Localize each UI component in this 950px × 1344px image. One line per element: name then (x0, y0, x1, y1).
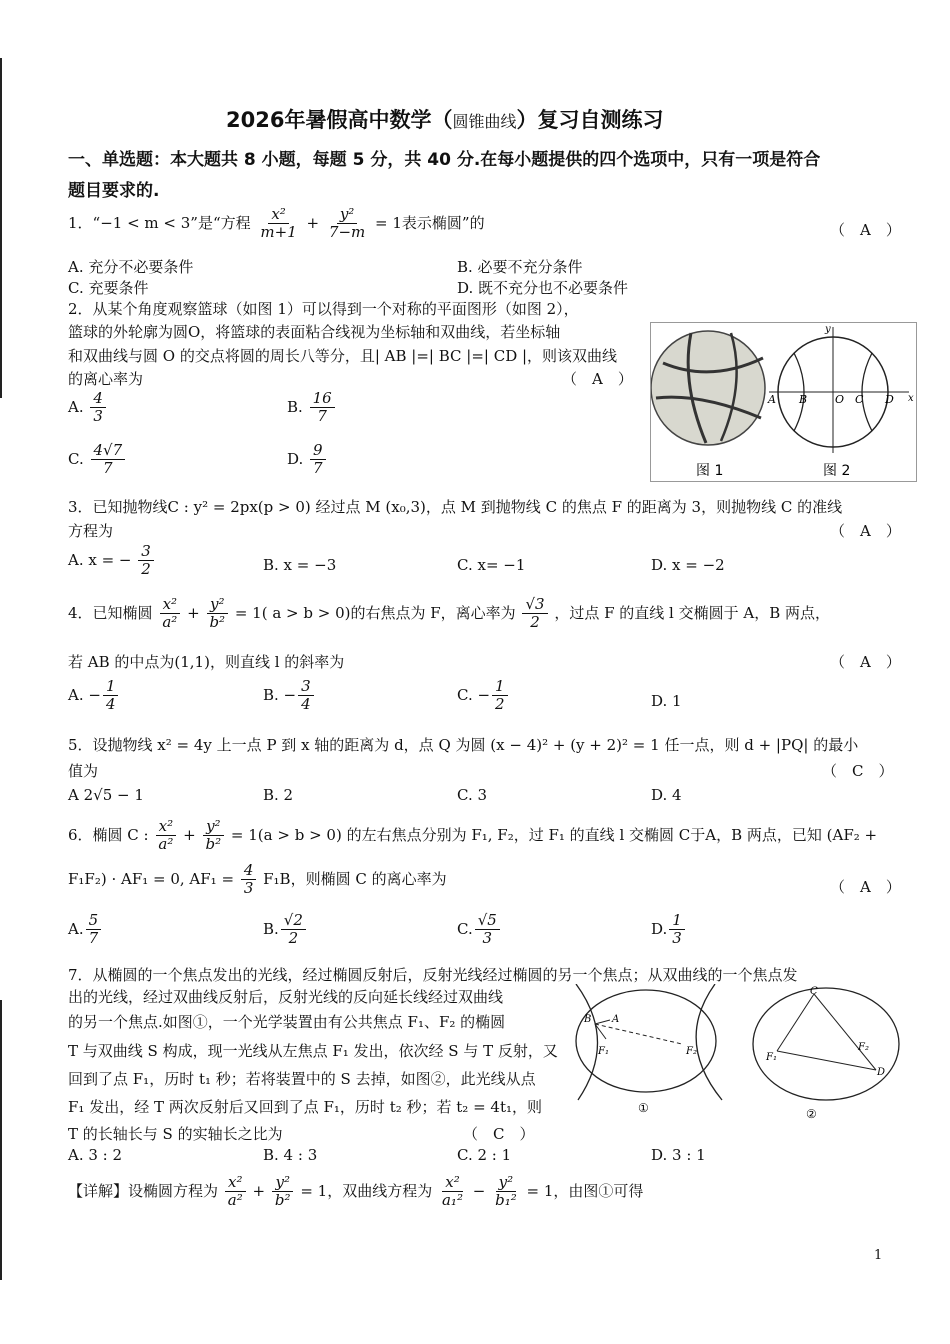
question-2-line: 篮球的外轮廓为圆O，将篮球的表面粘合线视为坐标轴和双曲线，若坐标轴 (68, 323, 561, 341)
question-3-option-a: A. x = − $\frac{3}{2}$ (68, 543, 156, 579)
question-7-option-a: A. 3 : 2 (68, 1146, 123, 1164)
question-7-line: T 与双曲线 S 构成，现一光线从左焦点 F₁ 发出，依次经 S 与 T 反射，又 (68, 1042, 558, 1060)
focus-label-f2: F₂ (858, 1042, 869, 1053)
question-2-line: 2．从某个角度观察篮球（如图 1）可以得到一个对称的平面图形（如图 2）， (68, 300, 579, 318)
left-border-line (0, 1000, 2, 1280)
question-6-line: F₁F₂) · AF₁ = 0, AF₁ = $\frac{4}{3}$ F₁B，则椭圆 C 的离心率为 (68, 861, 447, 898)
question-1-answer: （ A ） (830, 221, 901, 239)
figure-caption-1: 图 1 (696, 463, 724, 479)
question-2-option-b: B. $\frac{16}{7}$ (287, 390, 337, 426)
question-4-option-d: D. 1 (651, 692, 682, 710)
basketball-figure-drawing (651, 323, 916, 481)
question-3-answer: （ A ） (830, 522, 901, 540)
question-3-line: 方程为 (68, 522, 114, 540)
figure-caption-2: 图 2 (823, 463, 851, 479)
question-7-answer: （ C ） (463, 1125, 535, 1143)
question-6-option-b: B. $\frac{√2}{2}$ (263, 912, 308, 948)
optics-figures-drawing (570, 984, 910, 1124)
question-7-option-d: D. 3 : 1 (651, 1146, 706, 1164)
question-2-option-c: C. $\frac{4√7}{7}$ (68, 442, 127, 478)
question-5-line: 值为 (68, 762, 99, 780)
point-label-c: C (810, 986, 818, 997)
question-1-option-b: B. 必要不充分条件 (457, 258, 583, 276)
figure-label-2: ② (806, 1107, 817, 1121)
fraction: $\frac{\text{x²}}{m+1}$ (260, 205, 297, 242)
point-label-d: D (877, 1067, 886, 1078)
question-2-option-d: D. $\frac{9}{7}$ (287, 442, 328, 478)
basketball-figure (650, 322, 917, 482)
question-5-answer: （ C ） (822, 762, 894, 780)
question-3-line: 3．已知抛物线C : y² = 2px(p > 0) 经过点 M (x₀,3)，点 M 到抛物线 C 的焦点 F 的距离为 3，则抛物线 C 的准线 (68, 498, 843, 516)
axis-label-x: x (908, 393, 914, 404)
focus-label-f1: F₁ (598, 1046, 609, 1057)
question-1-option-c: C. 充要条件 (68, 279, 149, 297)
page-number: 1 (874, 1248, 883, 1263)
question-1-option-d: D. 既不充分也不必要条件 (457, 279, 629, 297)
question-5-line: 5．设抛物线 x² = 4y 上一点 P 到 x 轴的距离为 d，点 Q 为圆 (x − 4)² + (y + 2)² = 1 任一点，则 d + |PQ| 的最小 (68, 736, 859, 754)
point-label-b: B (799, 393, 808, 406)
point-label-b: B (584, 1014, 592, 1025)
figure-label-1: ① (638, 1101, 649, 1115)
question-3-option-b: B. x = −3 (263, 556, 337, 574)
question-7-line: 7．从椭圆的一个焦点发出的光线，经过椭圆反射后，反射光线经过椭圆的另一个焦点；从双曲线的一个焦点发 (68, 966, 798, 984)
question-2-answer: （ A ） (562, 370, 633, 388)
question-4-answer: （ A ） (830, 653, 901, 671)
focus-label-f1: F₁ (766, 1052, 777, 1063)
point-label-a: A (768, 393, 776, 406)
question-5-option-a: A 2√5 − 1 (68, 786, 144, 804)
question-5-option-c: C. 3 (457, 786, 488, 804)
point-label-d: D (885, 393, 894, 406)
question-2-line: 和双曲线与圆 O 的交点将圆的周长八等分，且| AB |=| BC |=| CD |，则该双曲线 (68, 347, 618, 365)
question-7-line: 的另一个焦点.如图①，一个光学装置由有公共焦点 F₁、F₂ 的椭圆 (68, 1013, 506, 1031)
question-2-line: 的离心率为 (68, 370, 144, 388)
focus-label-f2: F₂ (686, 1046, 697, 1057)
question-5-option-d: D. 4 (651, 786, 682, 804)
question-7-line: F₁ 发出，经 T 两次反射后又回到了点 F₁，历时 t₂ 秒；若 t₂ = 4t₁，则 (68, 1098, 542, 1116)
left-border-line (0, 58, 2, 398)
ellipse-hyperbola-figure (570, 984, 910, 1124)
question-4-option-c: C. − $\frac{1}{2}$ (457, 678, 510, 714)
question-4-line: 若 AB 的中点为(1,1)，则直线 l 的斜率为 (68, 653, 345, 671)
point-label-o: O (835, 393, 845, 406)
question-5-option-b: B. 2 (263, 786, 294, 804)
axis-label-y: y (825, 324, 831, 335)
point-label-a: A (612, 1014, 620, 1025)
question-1-stem: 1．“−1 < m < 3”是“方程 $\frac{\text{x²}}{m+1}$ + $\frac{\text{y²}}{7-m}$ = 1表示椭圆”的 (68, 205, 485, 242)
question-6-option-a: A. $\frac{5}{7}$ (68, 912, 103, 948)
question-2-option-a: A. $\frac{4}{3}$ (68, 390, 108, 426)
question-3-option-d: D. x = −2 (651, 556, 725, 574)
question-6-answer: （ A ） (830, 878, 901, 896)
solution-detail: 【详解】设椭圆方程为 $\frac{\text{x²}}{\text{a²}}$ + $\frac{\text{y²}}{\text{b²}}$ = 1，双曲线方程为 $\frac{\text{x²}}{\text{a₁²}}$ − $\frac{\text{y²}}{\text{b₁²}}$ = 1，由图①可得 (68, 1173, 644, 1210)
point-label-c: C (855, 393, 864, 406)
question-4-option-a: A. − $\frac{1}{4}$ (68, 678, 120, 714)
question-4-stem: 4．已知椭圆 $\frac{\text{x²}}{\text{a²}}$ + $\frac{\text{y²}}{\text{b²}}$ = 1( a > b > 0)的右焦点为 F，离心率为 $\frac{√3}{2}$ ，过点 F 的直线 l 交椭圆于 A，B 两点， (68, 595, 831, 632)
question-6-stem: 6．椭圆 C : $\frac{\text{x²}}{\text{a²}}$ + $\frac{\text{y²}}{\text{b²}}$ = 1(a > b > 0) 的左右焦点分别为 F₁, F₂，过 F₁ 的直线 l 交椭圆 C于A，B 两点，已知 (AF₂ + (68, 817, 878, 854)
question-4-option-b: B. − $\frac{3}{4}$ (263, 678, 316, 714)
fraction: $\frac{\text{y²}}{7-m}$ (328, 205, 366, 242)
question-7-line: T 的长轴长与 S 的实轴长之比为 (68, 1125, 283, 1143)
page-title: 2026年暑假高中数学（圆锥曲线）复习自测练习 (226, 108, 664, 132)
question-3-option-c: C. x= −1 (457, 556, 526, 574)
section-heading-cont: 题目要求的. (68, 181, 160, 201)
question-7-line: 回到了点 F₁，历时 t₁ 秒；若将装置中的 S 去掉，如图②，此光线从点 (68, 1070, 536, 1088)
question-7-option-c: C. 2 : 1 (457, 1146, 512, 1164)
question-7-line: 出的光线，经过双曲线反射后，反射光线的反向延长线经过双曲线 (68, 988, 504, 1006)
question-6-option-d: D. $\frac{1}{3}$ (651, 912, 687, 948)
question-1-option-a: A. 充分不必要条件 (68, 258, 194, 276)
question-7-option-b: B. 4 : 3 (263, 1146, 318, 1164)
question-6-option-c: C. $\frac{√5}{3}$ (457, 912, 502, 948)
section-heading: 一、单选题：本大题共 8 小题，每题 5 分，共 40 分.在每小题提供的四个选项中，只有一项是符合 (68, 150, 821, 170)
